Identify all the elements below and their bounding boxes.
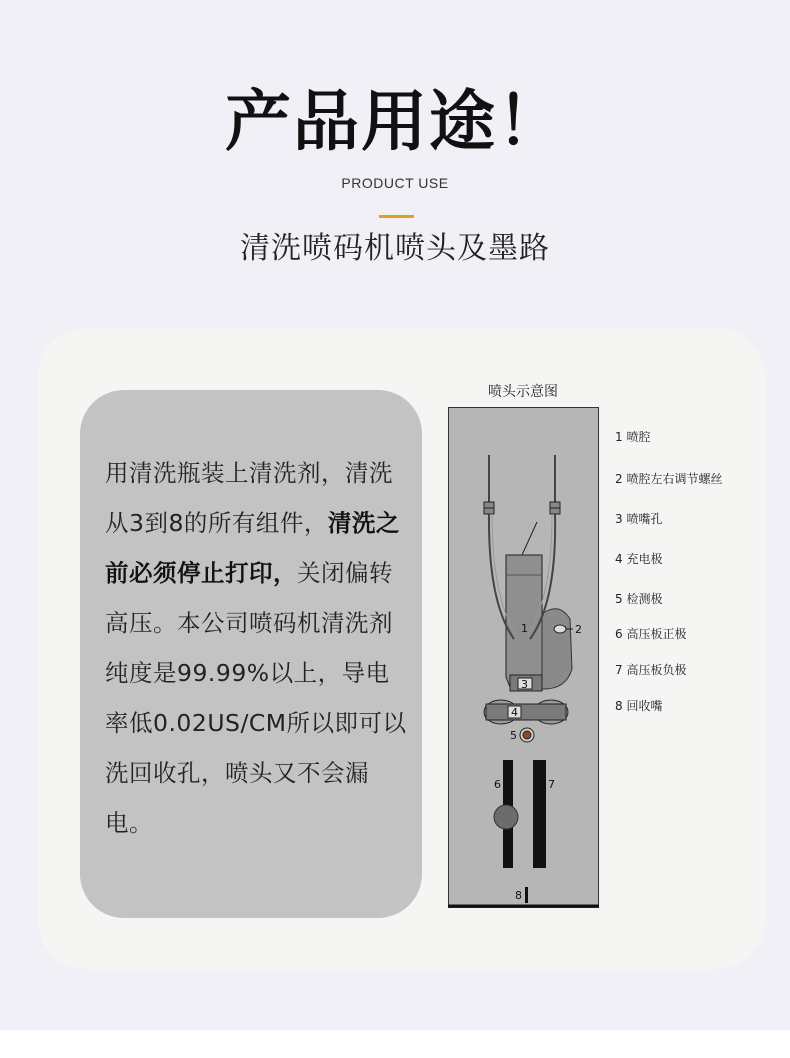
description-text [105,448,410,848]
legend-item-phase-detector: 5 检测极 [615,592,663,606]
callout-4: 4 [511,706,518,719]
callout-7: 7 [548,778,555,791]
printhead-diagram [448,407,599,908]
legend-item-gutter: 8 回收嘴 [615,699,663,713]
subtitle-chinese: 清洗喷码机喷头及墨路 [240,231,550,266]
diagram-caption: 喷头示意图 [488,384,558,400]
description-part-2: 关闭偏转高压。本公司喷码机清洗剂纯度是99.99%以上，导电率低0.02US/CM所以即可以洗回收孔，喷头又不会漏电。 [105,559,407,837]
deflection-plate-negative [533,760,546,868]
page-title: 产品用途！ [225,83,565,160]
adjuster-screw [554,625,566,633]
callout-8: 8 [515,889,522,902]
bottom-strip [0,1030,790,1058]
callout-2: 2 [575,623,582,636]
legend-item-adjust-screw: 2 喷腔左右调节螺丝 [615,472,723,486]
legend-item-charge-electrode: 4 充电极 [615,552,663,566]
adjuster-housing [542,609,572,689]
legend-item-nozzle-chamber: 1 喷腔 [615,430,651,444]
gutter-tube [525,887,528,903]
legend-item-positive-plate: 6 高压板正极 [615,627,687,641]
description-warning: 清洗之前必须停止打印， [105,509,400,587]
callout-1: 1 [521,622,528,635]
legend-item-negative-plate: 7 高压板负极 [615,663,687,677]
phase-detector-inner [523,731,531,739]
subtitle-english: PRODUCT USE [341,175,449,191]
charge-electrode-bar [486,704,566,720]
callout-6: 6 [494,778,501,791]
description-part-1: 用清洗瓶装上清洗剂，清洗从3到8的所有组件， [105,459,393,537]
callout-5: 5 [510,729,517,742]
legend-item-nozzle-orifice: 3 喷嘴孔 [615,512,663,526]
drop-stream [494,805,518,829]
accent-divider [379,215,414,218]
callout-3: 3 [521,678,528,691]
